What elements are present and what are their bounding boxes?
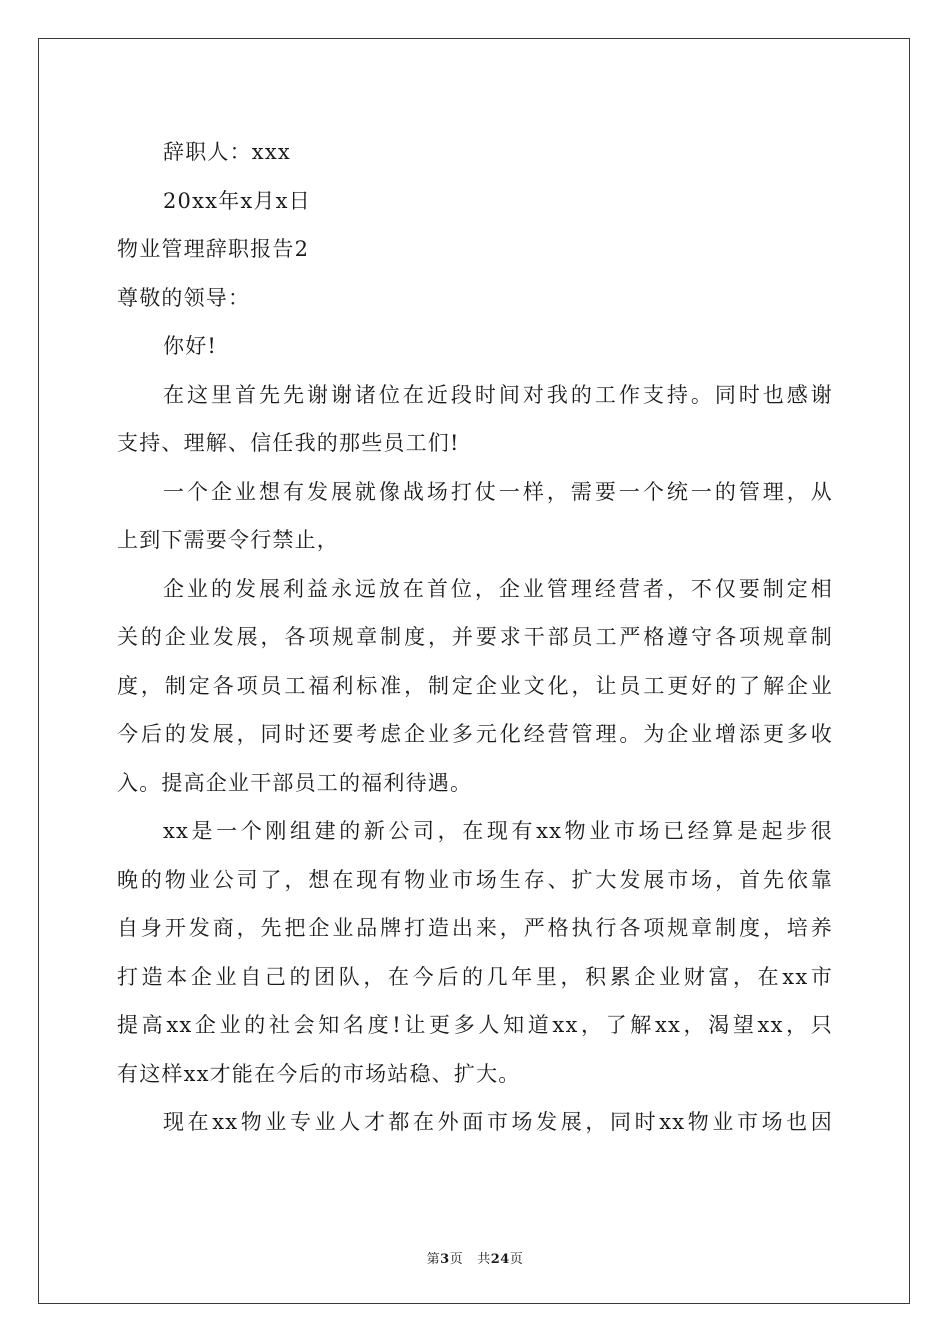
paragraph-line: 一个企业想有发展就像战场打仗一样，需要一个统一的管理，从 (163, 479, 833, 504)
report-title: 物业管理辞职报告2 (117, 237, 310, 261)
paragraph-line: 晚的物业公司了，想在现有物业市场生存、扩大发展市场，首先依靠 (117, 867, 833, 892)
paragraph-line: 有这样xx才能在今后的市场站稳、扩大。 (117, 1061, 521, 1086)
document-body (117, 128, 833, 1147)
page-suffix: 页 (449, 1252, 464, 1267)
total-prefix: 共 (477, 1252, 491, 1267)
paragraph-line: 提高xx企业的社会知名度!让更多人知道xx，了解xx，渴望xx，只 (117, 1013, 833, 1037)
paragraph-line: 今后的发展，同时还要考虑企业多元化经营管理。为企业增添更多收 (117, 722, 833, 746)
total-page-count: 24 (490, 1252, 510, 1267)
paragraph-line: 支持、理解、信任我的那些员工们! (117, 431, 460, 455)
salutation: 尊敬的领导： (117, 285, 251, 310)
page-footer (0, 1248, 950, 1267)
resigner-line: 辞职人：xxx (163, 140, 291, 164)
total-suffix: 页 (509, 1252, 524, 1267)
paragraph-line: 企业的发展利益永远放在首位，企业管理经营者，不仅要制定相 (163, 576, 833, 601)
paragraph-line: 在这里首先先谢谢诸位在近段时间对我的工作支持。同时也感谢 (163, 382, 833, 407)
paragraph-line: 入。提高企业干部员工的福利待遇。 (117, 770, 473, 795)
page-prefix: 第 (426, 1252, 441, 1267)
paragraph-line: 上到下需要令行禁止， (117, 528, 339, 552)
paragraph-line: 打造本企业自己的团队，在今后的几年里，积累企业财富，在xx市 (117, 964, 833, 989)
paragraph-line: 度，制定各项员工福利标准，制定企业文化，让员工更好的了解企业 (117, 673, 833, 698)
current-page-number: 3 (440, 1252, 450, 1267)
date-line: 20xx年x月x日 (163, 188, 311, 213)
paragraph-line: 关的企业发展，各项规章制度，并要求干部员工严格遵守各项规章制 (117, 625, 833, 649)
paragraph-line: 现在xx物业专业人才都在外面市场发展，同时xx物业市场也因 (163, 1110, 833, 1134)
paragraph-line: 自身开发商，先把企业品牌打造出来，严格执行各项规章制度，培养 (117, 916, 833, 940)
paragraph-line: xx是一个刚组建的新公司，在现有xx物业市场已经算是起步很 (163, 819, 833, 843)
greeting: 你好! (163, 334, 218, 358)
